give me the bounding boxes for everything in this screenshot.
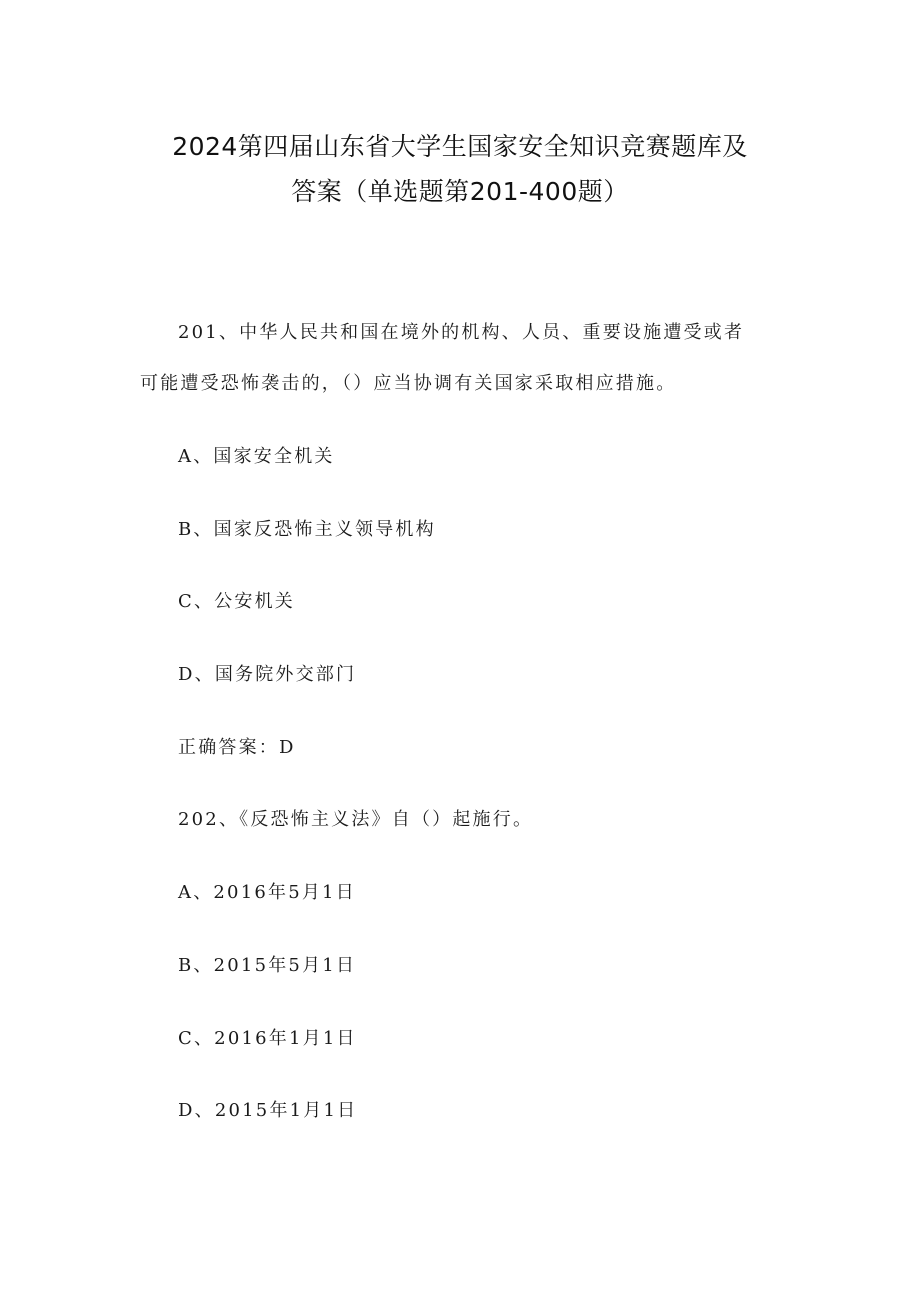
- question-201-stem-line-2: 可能遭受恐怖袭击的，（）应当协调有关国家采取相应措施。: [140, 373, 677, 394]
- question-201-answer: 正确答案：D: [178, 737, 296, 758]
- document-title-line-1: 2024第四届山东省大学生国家安全知识竞赛题库及: [172, 132, 748, 161]
- question-202-option-d: D、2015年1月1日: [178, 1100, 358, 1121]
- question-201-option-b: B、国家反恐怖主义领导机构: [178, 519, 436, 540]
- question-202-option-b: B、2015年5月1日: [178, 955, 357, 976]
- question-202-option-c: C、2016年1月1日: [178, 1028, 357, 1049]
- question-201-option-d: D、国务院外交部门: [178, 664, 357, 685]
- question-202-stem-line-1: 202、《反恐怖主义法》自（）起施行。: [178, 809, 534, 830]
- question-201-option-c: C、公安机关: [178, 591, 295, 612]
- question-201-option-a: A、国家安全机关: [178, 446, 335, 467]
- question-202-option-a: A、2016年5月1日: [178, 882, 356, 903]
- question-201-stem-line-1: 201、中华人民共和国在境外的机构、人员、重要设施遭受或者: [178, 322, 745, 343]
- document-title-line-2: 答案（单选题第201-400题）: [291, 177, 629, 206]
